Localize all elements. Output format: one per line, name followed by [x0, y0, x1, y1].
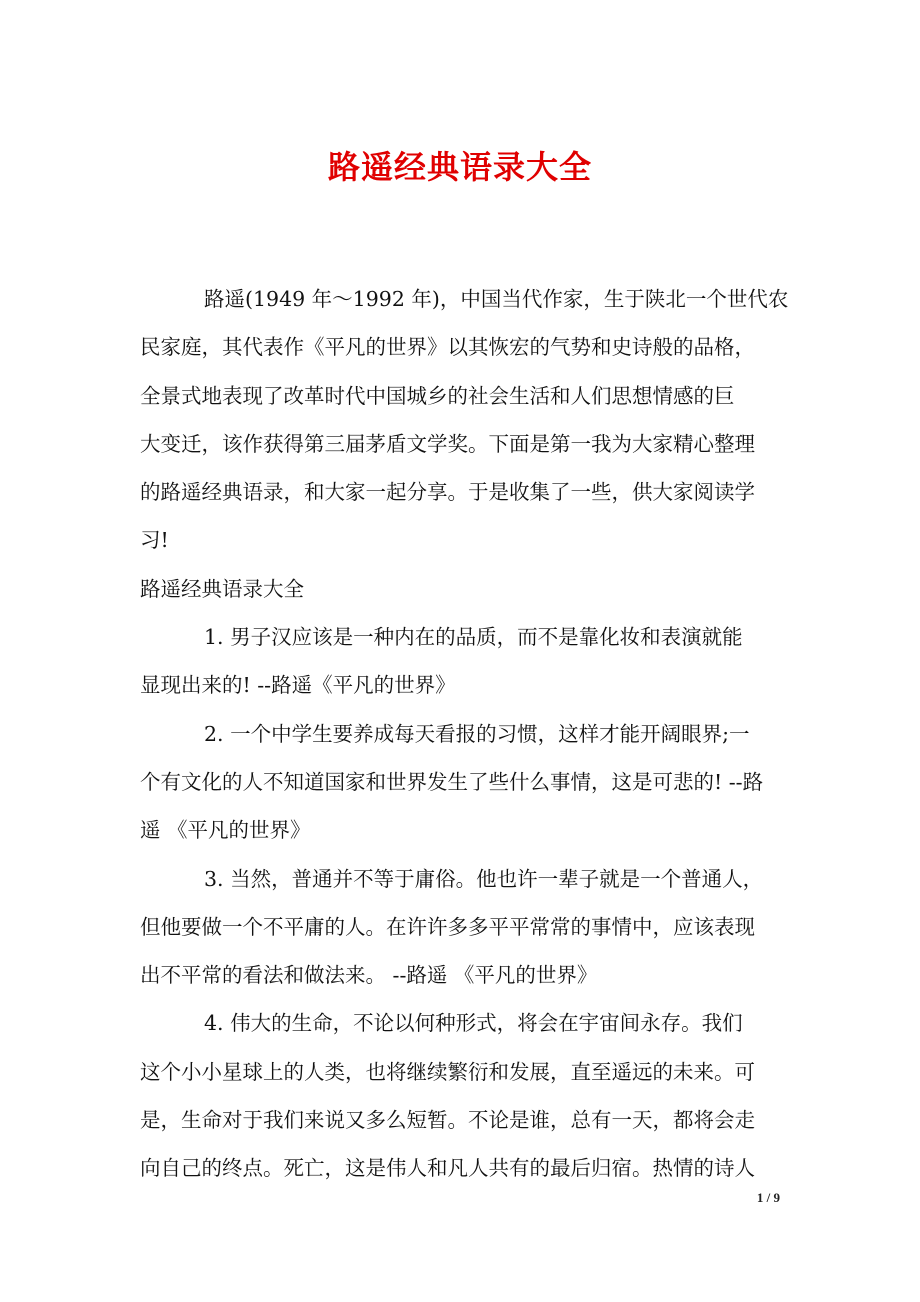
quote-line: 但他要做一个不平庸的人。在许许多多平平常常的事情中，应该表现	[140, 914, 755, 939]
paragraph-line: 路遥(1949 年～1992 年)，中国当代作家，生于陕北一个世代农	[204, 287, 789, 311]
quote-line: 个有文化的人不知道国家和世界发生了些什么事情，这是可悲的! --路	[140, 769, 764, 794]
quote-line: 4. 伟大的生命，不论以何种形式，将会在宇宙间永存。我们	[204, 1011, 743, 1036]
paragraph-line: 全景式地表现了改革时代中国城乡的社会生活和人们思想情感的巨	[140, 383, 735, 408]
quote-line: 是，生命对于我们来说又多么短暂。不论是谁，总有一天，都将会走	[140, 1108, 755, 1133]
quote-line: 遥 《平凡的世界》	[140, 818, 311, 843]
document-body	[140, 275, 790, 1193]
quote-line: 显现出来的! --路遥《平凡的世界》	[140, 673, 456, 698]
quote-line: 出不平常的看法和做法来。 --路遥 《平凡的世界》	[140, 963, 598, 988]
page-number: 1 / 9	[756, 1190, 780, 1205]
paragraph-line: 的路遥经典语录，和大家一起分享。于是收集了一些，供大家阅读学	[140, 480, 755, 505]
quote-line: 这个小小星球上的人类，也将继续繁衍和发展，直至遥远的未来。可	[140, 1059, 755, 1084]
paragraph-line: 民家庭，其代表作《平凡的世界》以其恢宏的气势和史诗般的品格，	[140, 335, 755, 360]
quote-line: 1. 男子汉应该是一种内在的品质，而不是靠化妆和表演就能	[204, 625, 743, 650]
quote-line: 向自己的终点。死亡，这是伟人和凡人共有的最后归宿。热情的诗人	[140, 1156, 755, 1181]
paragraph-line: 习!	[140, 528, 169, 553]
quote-line: 3. 当然，普通并不等于庸俗。他也许一辈子就是一个普通人，	[204, 866, 764, 891]
section-heading: 路遥经典语录大全	[140, 576, 304, 601]
quote-line: 2. 一个中学生要养成每天看报的习惯，这样才能开阔眼界;一	[204, 721, 750, 746]
document-title: 路遥经典语录大全	[327, 148, 592, 186]
paragraph-line: 大变迁，该作获得第三届茅盾文学奖。下面是第一我为大家精心整理	[140, 431, 755, 456]
